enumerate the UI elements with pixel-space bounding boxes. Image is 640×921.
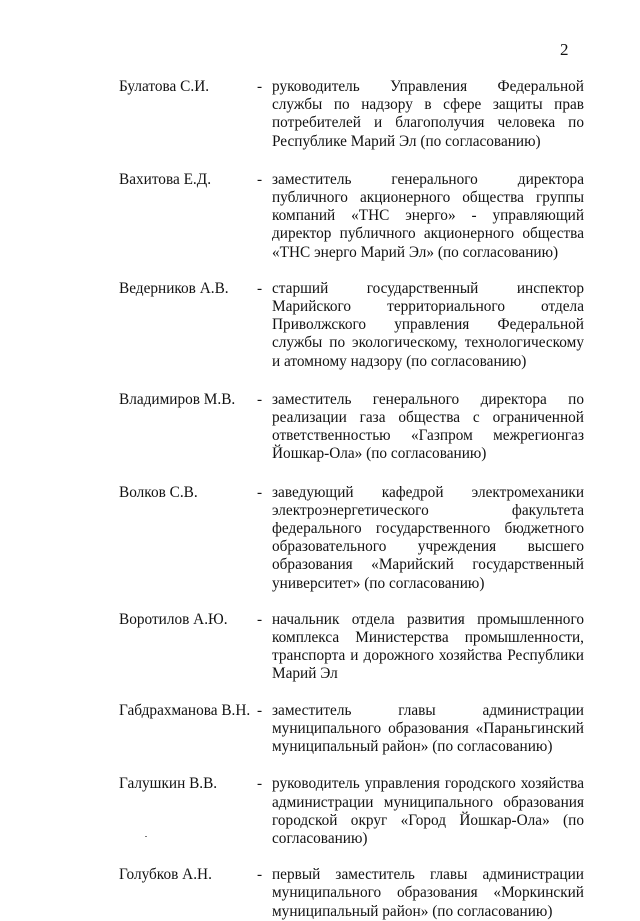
member-entry (119, 280, 584, 371)
member-position: заведующий кафедрой электромеханики электроэнергетического факультета федерального государственного бюджетного образовательного учреждения высшего образования «Марийский государственный университет» (по согласованию) (272, 483, 584, 592)
member-name: Голубков А.Н. (119, 866, 212, 884)
member-position: руководитель Управления Федеральной службы по надзору в сфере защиты прав потребителей и благополучия человека по Республике Марий Эл (по согласованию) (272, 78, 584, 150)
member-position: руководитель управления городского хозяйства администрации муниципального образования городской округ «Город Йошкар-Ола» (по согласованию) (272, 775, 584, 847)
member-entry (119, 484, 584, 593)
member-entry (119, 775, 584, 848)
member-position: начальник отдела развития промышленного комплекса Министерства промышленности, транспорта и дорожного хозяйства Республики Марий Эл (272, 610, 584, 683)
member-name: Габдрахманова В.Н. (119, 701, 251, 719)
dash-separator: - (257, 610, 263, 628)
member-entry (119, 78, 584, 151)
dash-separator: - (257, 866, 263, 884)
member-list (119, 78, 584, 921)
member-position: заместитель главы администрации муниципального образования «Параньгинский муниципальный район» (по согласованию) (272, 701, 584, 756)
member-position: заместитель генерального директора по реализации газа общества с ограниченной ответственностью «Газпром межрегионгаз Йошкар-Ола» (по согласованию) (272, 390, 584, 463)
member-name: Ведерников А.В. (119, 279, 229, 297)
member-entry (119, 866, 584, 921)
member-position: первый заместитель главы администрации муниципального образования «Моркинский муниципальный район» (по согласованию) (272, 866, 584, 920)
page-number: 2 (560, 40, 569, 59)
dash-separator: - (257, 170, 263, 188)
member-entry (119, 611, 584, 684)
dash-separator: - (257, 483, 263, 501)
member-name: Владимиров М.В. (119, 390, 236, 408)
member-position: заместитель генерального директора публичного акционерного общества группы компаний «ТНС энерго» - управляющий директор публичного акционерного общества «ТНС энерго Марий Эл» (по согласованию) (272, 170, 584, 261)
dash-separator: - (257, 279, 263, 297)
member-entry (119, 171, 584, 262)
dash-separator: - (257, 390, 263, 408)
member-name: Волков С.В. (119, 483, 198, 501)
member-entry (119, 702, 584, 757)
scan-speck (145, 836, 147, 837)
member-name: Вахитова Е.Д. (119, 170, 212, 188)
member-name: Булатова С.И. (119, 78, 210, 95)
member-name: Воротилов А.Ю. (119, 610, 228, 628)
dash-separator: - (257, 78, 263, 95)
dash-separator: - (257, 775, 263, 793)
dash-separator: - (257, 701, 263, 719)
member-name: Галушкин В.В. (119, 775, 218, 793)
member-entry (119, 391, 584, 464)
member-position: старший государственный инспектор Марийского территориального отдела Приволжского управления Федеральной службы по экологическому, технологическому и атомному надзору (по согласованию) (272, 279, 584, 370)
